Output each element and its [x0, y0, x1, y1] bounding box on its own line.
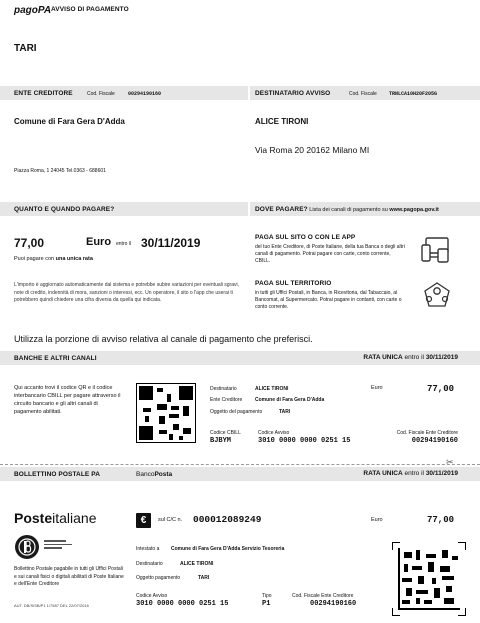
where-section-label: DOVE PAGARE?: [255, 206, 308, 213]
postal-notice-label: Codice Avviso: [136, 593, 168, 599]
where-section-sub: Lista dei canali di pagamento su: [309, 207, 388, 213]
creditor-section-label: ENTE CREDITORE: [14, 90, 73, 97]
postal-rata: [363, 470, 458, 477]
postal-type-label: Tipo: [262, 593, 272, 599]
channel-instruction: Utilizza la porzione di avviso relativa al canale di pagamento che preferisci.: [14, 334, 313, 344]
due-by-label: entro il: [116, 241, 132, 247]
due-date: 30/11/2019: [141, 236, 201, 250]
creditor-fiscal-label: Cod. Fiscale: [87, 91, 115, 97]
postal-currency: Euro: [371, 517, 383, 523]
cbill-code: BJBYM: [210, 437, 232, 445]
postal-rata-date: 30/11/2019: [425, 470, 458, 477]
postal-holder: Comune di Fara Gera D'Adda Servizio Tesoreria: [171, 546, 285, 552]
postal-datamatrix[interactable]: [398, 548, 460, 610]
amount-value: 77,00: [14, 236, 45, 250]
bank-rata-label: RATA UNICA: [363, 354, 403, 361]
bank-section-label: BANCHE E ALTRI CANALI: [14, 355, 97, 362]
bollettino-badge-lines: [44, 540, 74, 549]
postal-rata-label: RATA UNICA: [363, 470, 403, 477]
bancoposta-label: [136, 471, 172, 478]
scissors-icon: ✂: [446, 457, 454, 467]
online-text: del tuo Ente Creditore, di Poste Italiane, della tua Banca o degli altri canali di pagamento. Potrai pagare con carte, conto corrente, CBILL.: [255, 244, 405, 264]
single-note-prefix: Puoi pagare con: [14, 256, 55, 262]
bank-rata: [363, 354, 458, 361]
poste-italiane-logo: [14, 510, 97, 526]
postal-holder-label: Intestato a: [136, 546, 160, 552]
territory-title: PAGA SUL TERRITORIO: [255, 280, 332, 287]
postal-type: P1: [262, 600, 271, 608]
recipient-fiscal-label: Cod. Fiscale: [349, 91, 377, 97]
bank-help-text: Qui accanto trovi il codice QR e il codice interbancario CBILL per pagare attraverso il circuito bancario e gli altri canali di pagamento abilitati.: [14, 385, 121, 415]
bank-recipient-label: Destinatario: [210, 386, 237, 392]
bank-rata-by: entro il: [404, 354, 424, 361]
single-payment-note: [14, 256, 93, 262]
postal-notice-code: 3010 0000 0000 0251 15: [136, 600, 229, 608]
cut-line: [0, 464, 480, 465]
euro-icon: €: [136, 513, 151, 528]
pagopa-logo: pagoPA: [14, 5, 52, 16]
postal-aut-code: AUT. DB/SISB/P1 1/7587 DEL 22/07/2016: [14, 603, 89, 608]
creditor-name: Comune di Fara Gera D'Adda: [14, 117, 125, 126]
brand-light: italiane: [52, 510, 97, 526]
bank-fiscal-label: Cod. Fiscale Ente Creditore: [396, 430, 458, 436]
recipient-address: Via Roma 20 20162 Milano MI: [255, 145, 370, 155]
postal-recipient-label: Destinatario: [136, 561, 163, 567]
notice-title: AVVISO DI PAGAMENTO: [51, 6, 129, 13]
banco-bold: Posta: [154, 471, 173, 478]
where-section-url[interactable]: www.pagopa.gov.it: [389, 207, 439, 213]
online-title: PAGA SUL SITO O CON LE APP: [255, 234, 356, 241]
single-note-bold: una unica rata: [55, 256, 93, 262]
postal-fiscal-code: 00294190160: [310, 600, 357, 608]
brand-bold: Poste: [14, 510, 53, 526]
postal-account-prefix: sul C/C n.: [158, 517, 183, 523]
bank-object-label: Oggetto del pagamento: [210, 409, 263, 415]
bank-currency: Euro: [371, 385, 383, 391]
creditor-address: Piazza Roma, 1 24045 Tel.0363 - 688601: [14, 168, 106, 174]
bollettino-badge-icon: [14, 534, 40, 560]
postal-rata-by: entro il: [404, 470, 424, 477]
postal-account-number: 000012089249: [193, 514, 262, 525]
cbill-label: Codice CBILL: [210, 430, 241, 436]
postal-fiscal-label: Cod. Fiscale Ente Creditore: [292, 593, 354, 599]
recipient-section-label: DESTINATARIO AVVISO: [255, 90, 331, 97]
postal-amount: 77,00: [427, 515, 455, 525]
bank-amount: 77,00: [427, 384, 455, 394]
amount-disclaimer: L'importo è aggiornato automaticamente dal sistema e potrebbe subire variazioni per eventuali sgravi, note di credito, indennità di mora, sanzioni o interessi, ecc. Un operatore, il sito o l'app che userai ti potrebbero quindi chiedere una cifra diversa da quella qui indicata.: [14, 282, 239, 303]
postal-section-label: BOLLETTINO POSTALE PA: [14, 471, 100, 478]
recipient-name: ALICE TIRONI: [255, 117, 309, 126]
location-icon: [422, 281, 452, 309]
postal-object-label: Oggetto pagamento: [136, 575, 181, 581]
bank-fiscal-code: 00294190160: [411, 437, 458, 445]
devices-icon: [420, 236, 450, 264]
bank-notice-code: 3010 0000 0000 0251 15: [258, 437, 351, 445]
banco-prefix: Banco: [136, 471, 155, 478]
postal-auth-text: Bollettino Postale pagabile in tutti gli Uffici Postali e sui canali fisici o digitali abilitati di Poste Italiane e dell'Ente Creditore: [14, 566, 124, 587]
when-section-label: QUANTO E QUANDO PAGARE?: [14, 206, 115, 213]
postal-recipient: ALICE TIRONI: [180, 561, 214, 567]
where-section-header: [255, 206, 439, 213]
bank-notice-label: Codice Avviso: [258, 430, 290, 436]
bank-creditor-label: Ente Creditore: [210, 397, 243, 403]
territory-text: in tutti gli Uffici Postali, in Banca, in Ricevitoria, dal Tabaccaio, al Bancomat, al Supermercato. Potrai pagare in contanti, con carte o conto corrente.: [255, 290, 402, 310]
bank-creditor: Comune di Fara Gera D'Adda: [255, 397, 325, 403]
notice-subject: TARI: [14, 43, 37, 54]
bank-object: TARI: [279, 409, 291, 415]
postal-object: TARI: [198, 575, 210, 581]
creditor-fiscal-code: 00294190160: [128, 91, 162, 97]
bank-recipient: ALICE TIRONI: [255, 386, 289, 392]
recipient-fiscal-code: TRNLCA10H20F205G: [389, 91, 438, 97]
amount-currency: Euro: [86, 236, 112, 248]
bank-qr-code[interactable]: [136, 383, 196, 443]
bank-rata-date: 30/11/2019: [425, 354, 458, 361]
